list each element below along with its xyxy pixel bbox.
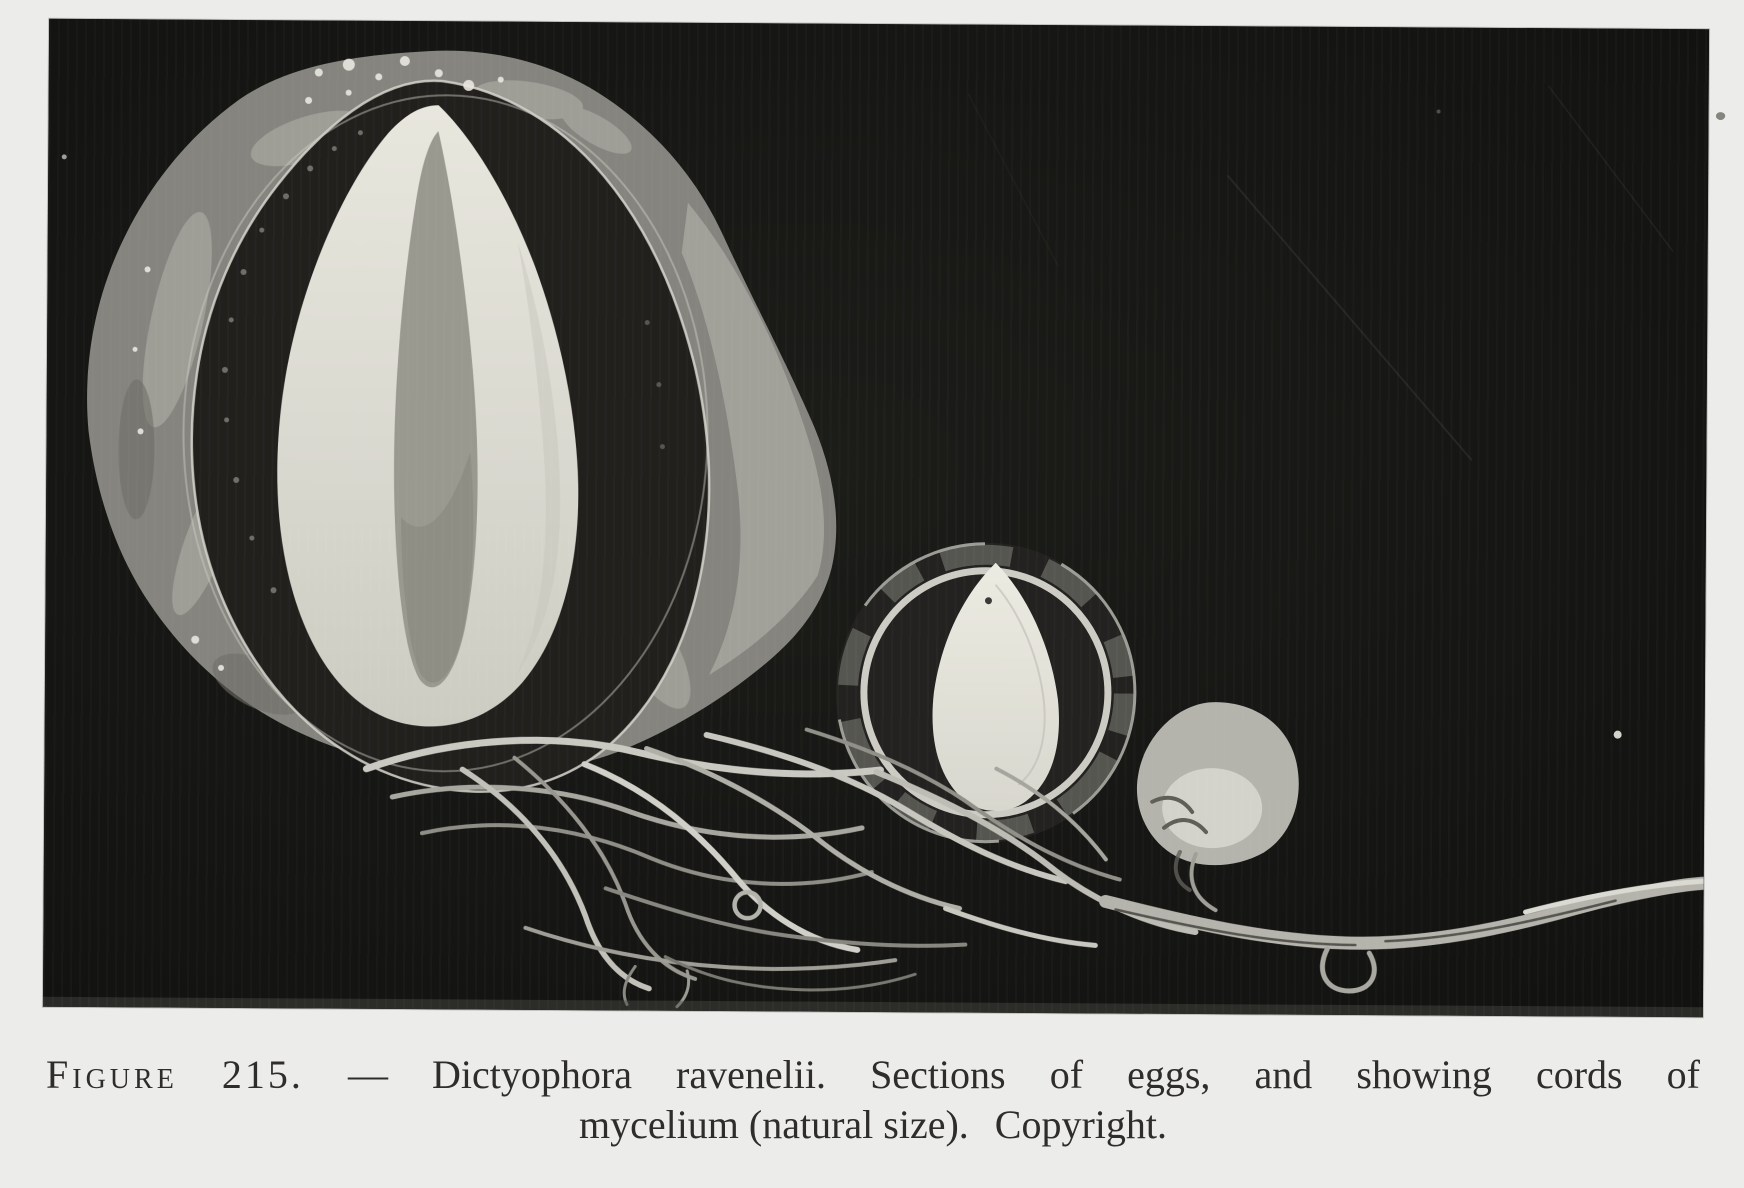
medium-egg-core-dot	[985, 597, 992, 604]
caption-line2-text: mycelium (natural size).	[578, 1102, 969, 1147]
figure-number: 215.	[221, 1052, 304, 1097]
caption-line-1	[46, 1050, 1700, 1100]
caption-dash: —	[347, 1052, 388, 1097]
caption-line-2	[46, 1100, 1700, 1150]
photo-canvas	[43, 19, 1709, 1017]
caption-line1-text: Sections of eggs, and showing cords of	[870, 1052, 1700, 1097]
small-egg-inner-core	[1162, 768, 1263, 849]
page-ink-speck	[1715, 111, 1726, 122]
species-name: Dictyophora ravenelii.	[432, 1052, 826, 1097]
figure-caption	[46, 1050, 1700, 1150]
caption-copyright: Copyright.	[994, 1102, 1168, 1147]
figure-photograph	[43, 19, 1709, 1017]
figure-label: Figure	[46, 1052, 178, 1097]
